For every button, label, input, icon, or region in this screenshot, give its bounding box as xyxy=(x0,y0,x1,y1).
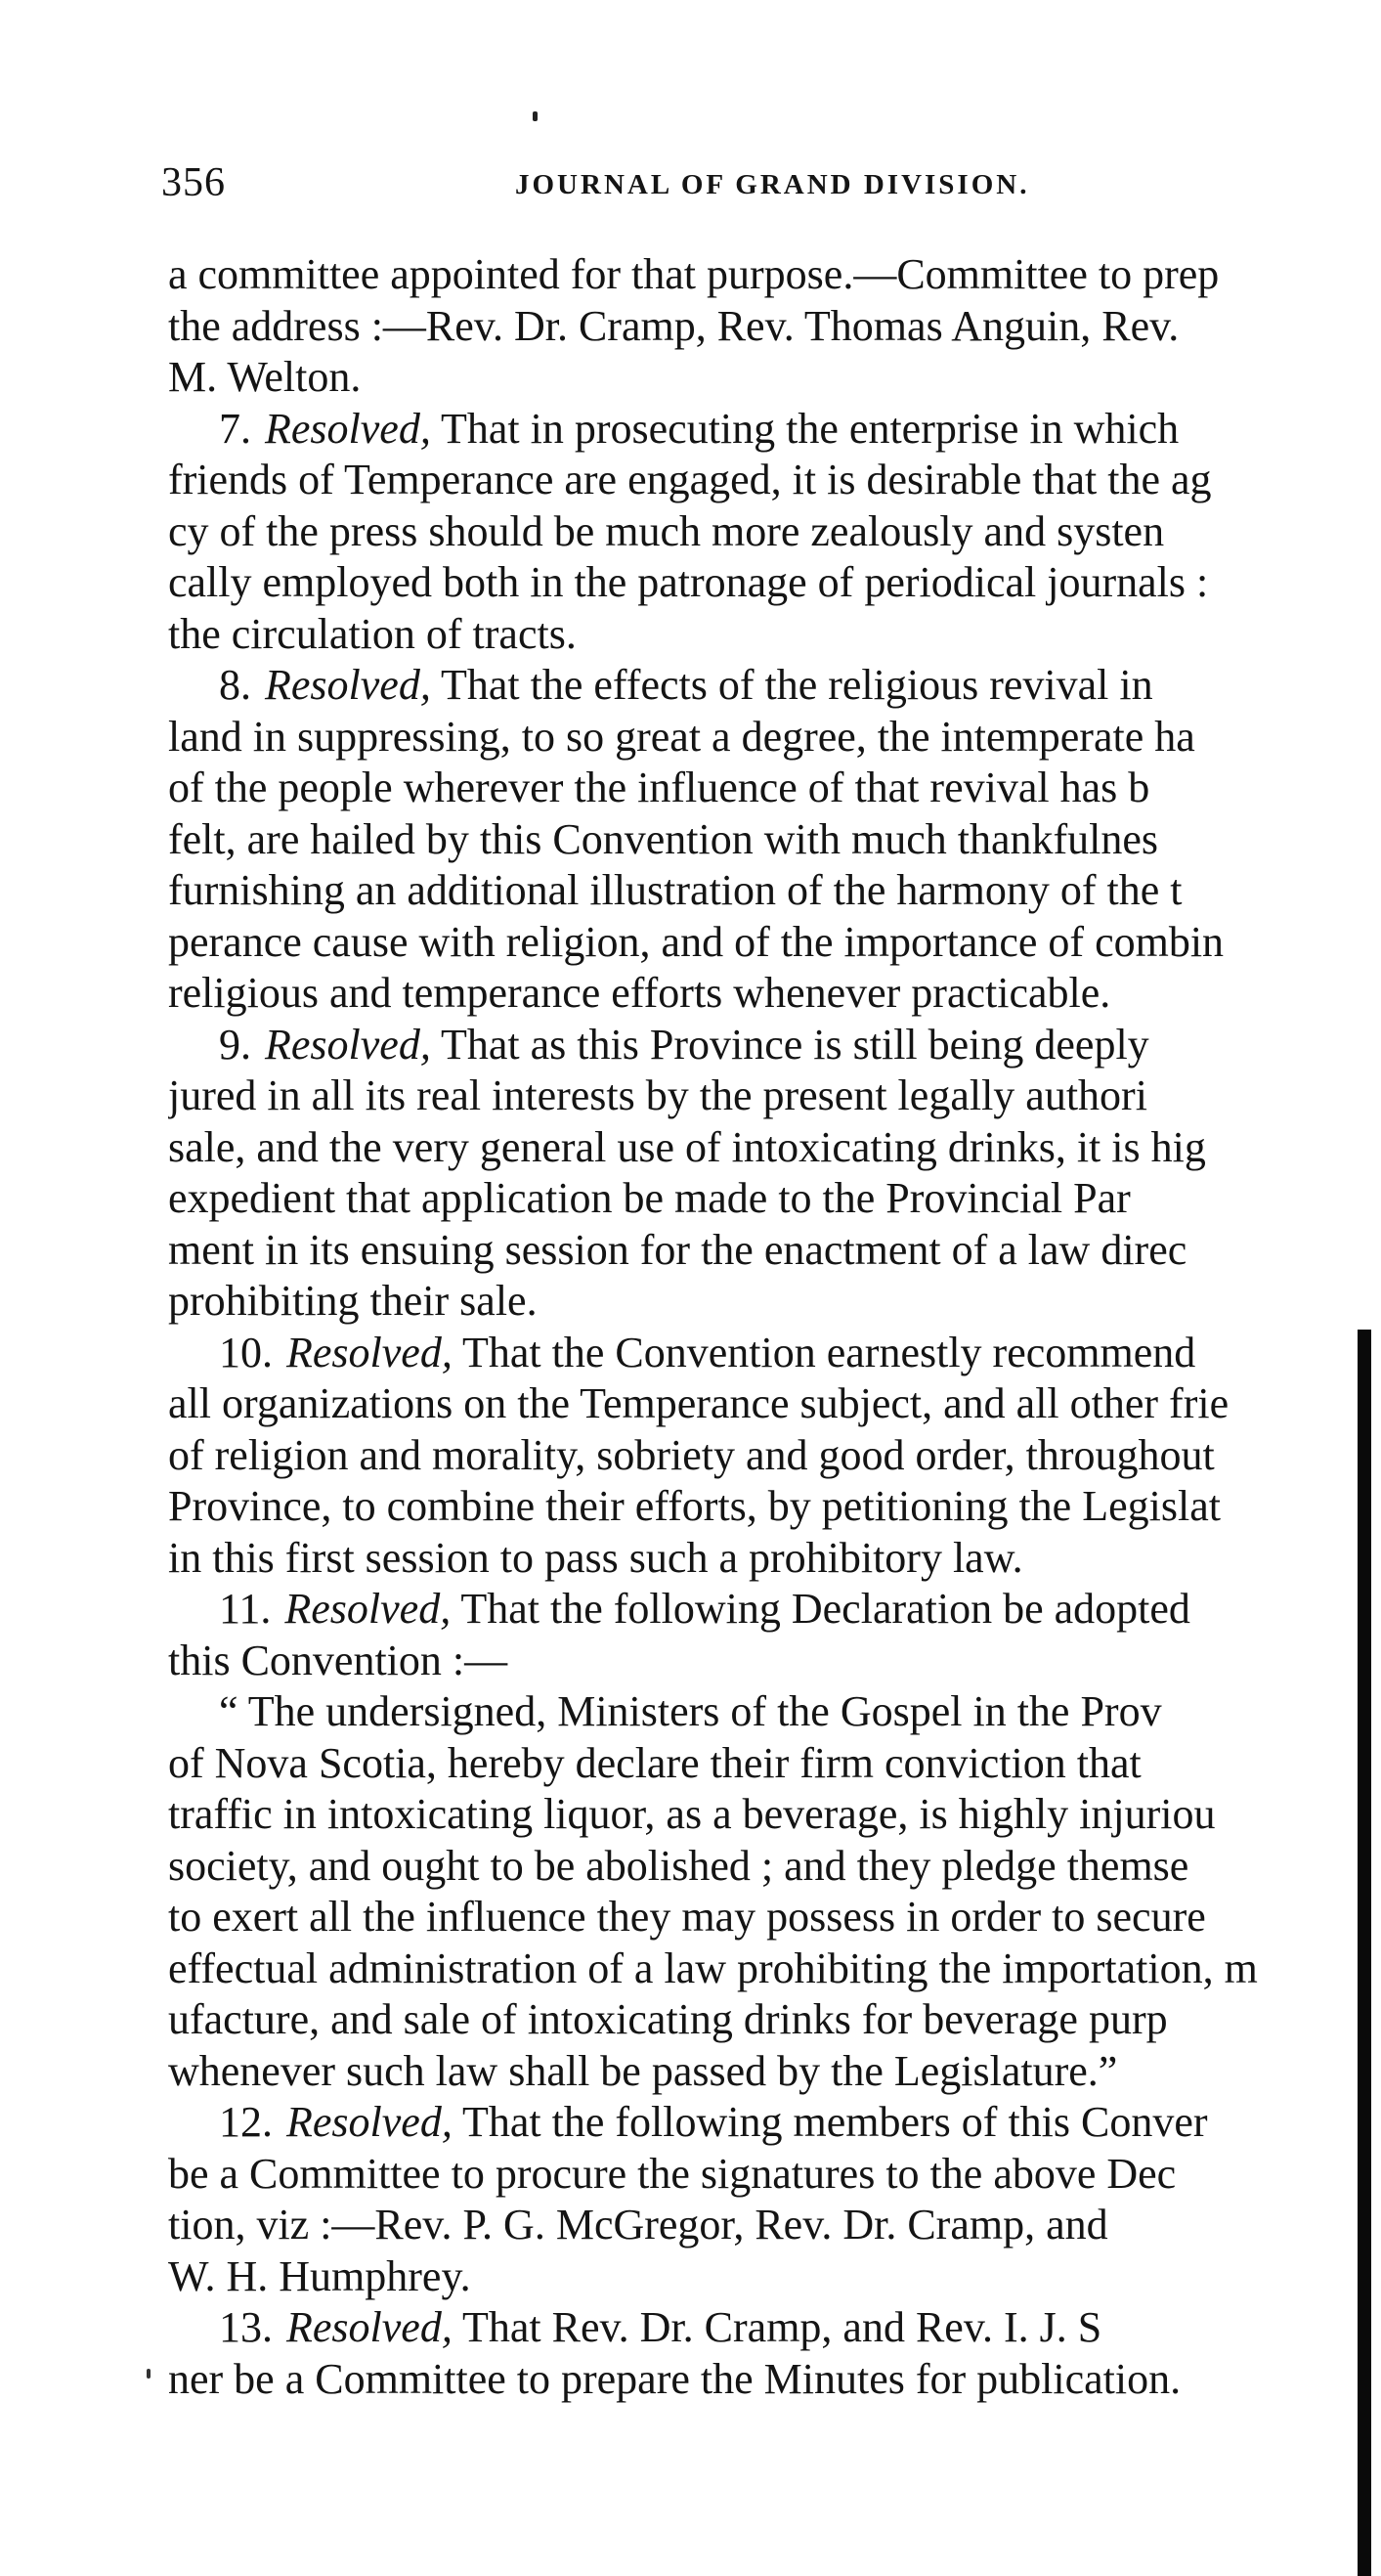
line-text: perance cause with religion, and of the importance of combin xyxy=(168,917,1225,966)
text-line xyxy=(168,2149,1381,2201)
line-text: traffic in intoxicating liquor, as a beverage, is highly injuriou xyxy=(168,1790,1216,1838)
text-line xyxy=(168,1378,1381,1430)
line-text: ner be a Committee to prepare the Minutes for publication. xyxy=(168,2354,1182,2403)
line-text: That the effects of the religious revival in xyxy=(430,661,1153,709)
line-text: of Nova Scotia, hereby declare their firm conviction that xyxy=(168,1738,1142,1787)
line-text: of the people wherever the influence of that revival has b xyxy=(168,764,1150,811)
text-line xyxy=(168,609,1381,661)
resolved-keyword: Resolved, xyxy=(265,404,431,453)
text-line xyxy=(168,917,1381,969)
resolved-keyword: Resolved, xyxy=(265,661,431,709)
text-line xyxy=(168,1789,1381,1841)
text-line xyxy=(168,1686,1381,1738)
page-number: 356 xyxy=(161,160,226,205)
line-text: effectual administration of a law prohibiting the importation, m xyxy=(168,1943,1258,1992)
line-text: society, and ought to be abolished ; and they pledge themse xyxy=(168,1841,1189,1890)
resolution-number: 10. xyxy=(219,1328,273,1376)
line-text: That as this Province is still being deeply xyxy=(430,1020,1149,1069)
line-text: the circulation of tracts. xyxy=(168,609,577,658)
text-line xyxy=(168,1070,1381,1122)
line-text: M. Welton. xyxy=(168,353,362,401)
resolved-keyword: Resolved, xyxy=(286,1328,453,1376)
text-line xyxy=(168,557,1381,609)
line-text: ufacture, and sale of intoxicating drinks for beverage purp xyxy=(168,1995,1168,2043)
text-line xyxy=(168,2302,1381,2354)
line-text: That the following members of this Conver xyxy=(452,2098,1208,2146)
text-line xyxy=(168,1225,1381,1277)
text-line xyxy=(168,404,1381,456)
text-line xyxy=(168,249,1381,301)
body-text xyxy=(168,249,1381,2405)
line-text: of religion and morality, sobriety and good order, throughout xyxy=(168,1430,1215,1479)
resolved-keyword: Resolved, xyxy=(286,2098,453,2146)
line-text: furnishing an additional illustration of the harmony of the t xyxy=(168,866,1183,914)
resolution-number: 13. xyxy=(219,2303,273,2351)
text-line xyxy=(168,814,1381,866)
resolution-number: 7. xyxy=(219,404,251,453)
line-text: cally employed both in the patronage of periodical journals : xyxy=(168,558,1209,606)
resolution-number: 8. xyxy=(219,661,251,709)
resolution-number: 9. xyxy=(219,1020,251,1069)
print-speck xyxy=(533,111,538,121)
line-text: all organizations on the Temperance subject, and all other frie xyxy=(168,1379,1230,1427)
text-line xyxy=(168,712,1381,764)
line-text: prohibiting their sale. xyxy=(168,1277,538,1325)
text-line xyxy=(168,2251,1381,2303)
resolved-keyword: Resolved, xyxy=(265,1020,431,1069)
text-line xyxy=(168,352,1381,404)
line-text: be a Committee to procure the signatures to the above Dec xyxy=(168,2149,1177,2198)
text-line xyxy=(168,1738,1381,1790)
text-line xyxy=(168,301,1381,353)
line-text: sale, and the very general use of intoxicating drinks, it is hig xyxy=(168,1122,1206,1171)
line-text: in this first session to pass such a prohibitory law. xyxy=(168,1533,1023,1582)
text-line xyxy=(168,1584,1381,1636)
line-text: tion, viz :—Rev. P. G. McGregor, Rev. Dr. Cramp, and xyxy=(168,2201,1108,2249)
line-text: jured in all its real interests by the present legally authori xyxy=(168,1071,1147,1119)
text-line xyxy=(168,1173,1381,1225)
text-line xyxy=(168,660,1381,712)
line-text: That the Convention earnestly recommend xyxy=(452,1328,1196,1376)
line-text: to exert all the influence they may possess in order to secure xyxy=(168,1893,1206,1941)
text-line xyxy=(168,1943,1381,1995)
text-line xyxy=(168,1430,1381,1482)
text-line xyxy=(168,1841,1381,1893)
text-line xyxy=(168,1276,1381,1328)
line-text: expedient that application be made to the Provincial Par xyxy=(168,1174,1131,1222)
resolution-number: 11. xyxy=(219,1585,272,1633)
line-text: That Rev. Dr. Cramp, and Rev. I. J. S xyxy=(452,2303,1102,2351)
line-text: religious and temperance efforts whenever practicable. xyxy=(168,969,1111,1017)
text-line xyxy=(168,1481,1381,1533)
line-text: W. H. Humphrey. xyxy=(168,2251,471,2300)
text-line xyxy=(168,1328,1381,1379)
binding-shadow xyxy=(1358,1330,1371,2576)
line-text: ment in its ensuing session for the enactment of a law direc xyxy=(168,1225,1187,1274)
text-line xyxy=(168,506,1381,558)
resolved-keyword: Resolved, xyxy=(286,2303,453,2351)
running-head: JOURNAL OF GRAND DIVISION. xyxy=(515,169,1030,200)
line-text: friends of Temperance are engaged, it is desirable that the ag xyxy=(168,456,1212,503)
line-text: cy of the press should be much more zealously and systen xyxy=(168,506,1165,555)
line-text: the address :—Rev. Dr. Cramp, Rev. Thomas Anguin, Rev. xyxy=(168,301,1180,350)
line-text: “ The undersigned, Ministers of the Gospel in the Prov xyxy=(219,1687,1162,1735)
text-line xyxy=(168,763,1381,814)
text-line xyxy=(168,968,1381,1020)
text-line xyxy=(168,2354,1381,2406)
line-text: That the following Declaration be adopted xyxy=(451,1585,1190,1633)
text-line xyxy=(168,2097,1381,2149)
text-line xyxy=(168,1533,1381,1585)
text-line xyxy=(168,1122,1381,1174)
text-line xyxy=(168,455,1381,506)
resolved-keyword: Resolved, xyxy=(284,1585,452,1633)
line-text: land in suppressing, to so great a degree, the intemperate ha xyxy=(168,712,1195,761)
text-line xyxy=(168,1994,1381,2046)
text-line xyxy=(168,1892,1381,1943)
page-header xyxy=(161,159,1381,208)
resolution-number: 12. xyxy=(219,2098,273,2146)
text-line xyxy=(168,865,1381,917)
line-text: That in prosecuting the enterprise in which xyxy=(430,404,1180,453)
line-text: a committee appointed for that purpose.—Committee to prep xyxy=(168,250,1220,298)
text-line xyxy=(168,2200,1381,2251)
line-text: whenever such law shall be passed by the Legislature.” xyxy=(168,2046,1118,2095)
line-text: this Convention :— xyxy=(168,1636,508,1684)
print-speck xyxy=(147,2369,151,2379)
line-text: Province, to combine their efforts, by petitioning the Legislat xyxy=(168,1482,1221,1530)
text-line xyxy=(168,1020,1381,1071)
line-text: felt, are hailed by this Convention with much thankfulnes xyxy=(168,814,1159,863)
text-line xyxy=(168,2046,1381,2098)
text-line xyxy=(168,1636,1381,1687)
